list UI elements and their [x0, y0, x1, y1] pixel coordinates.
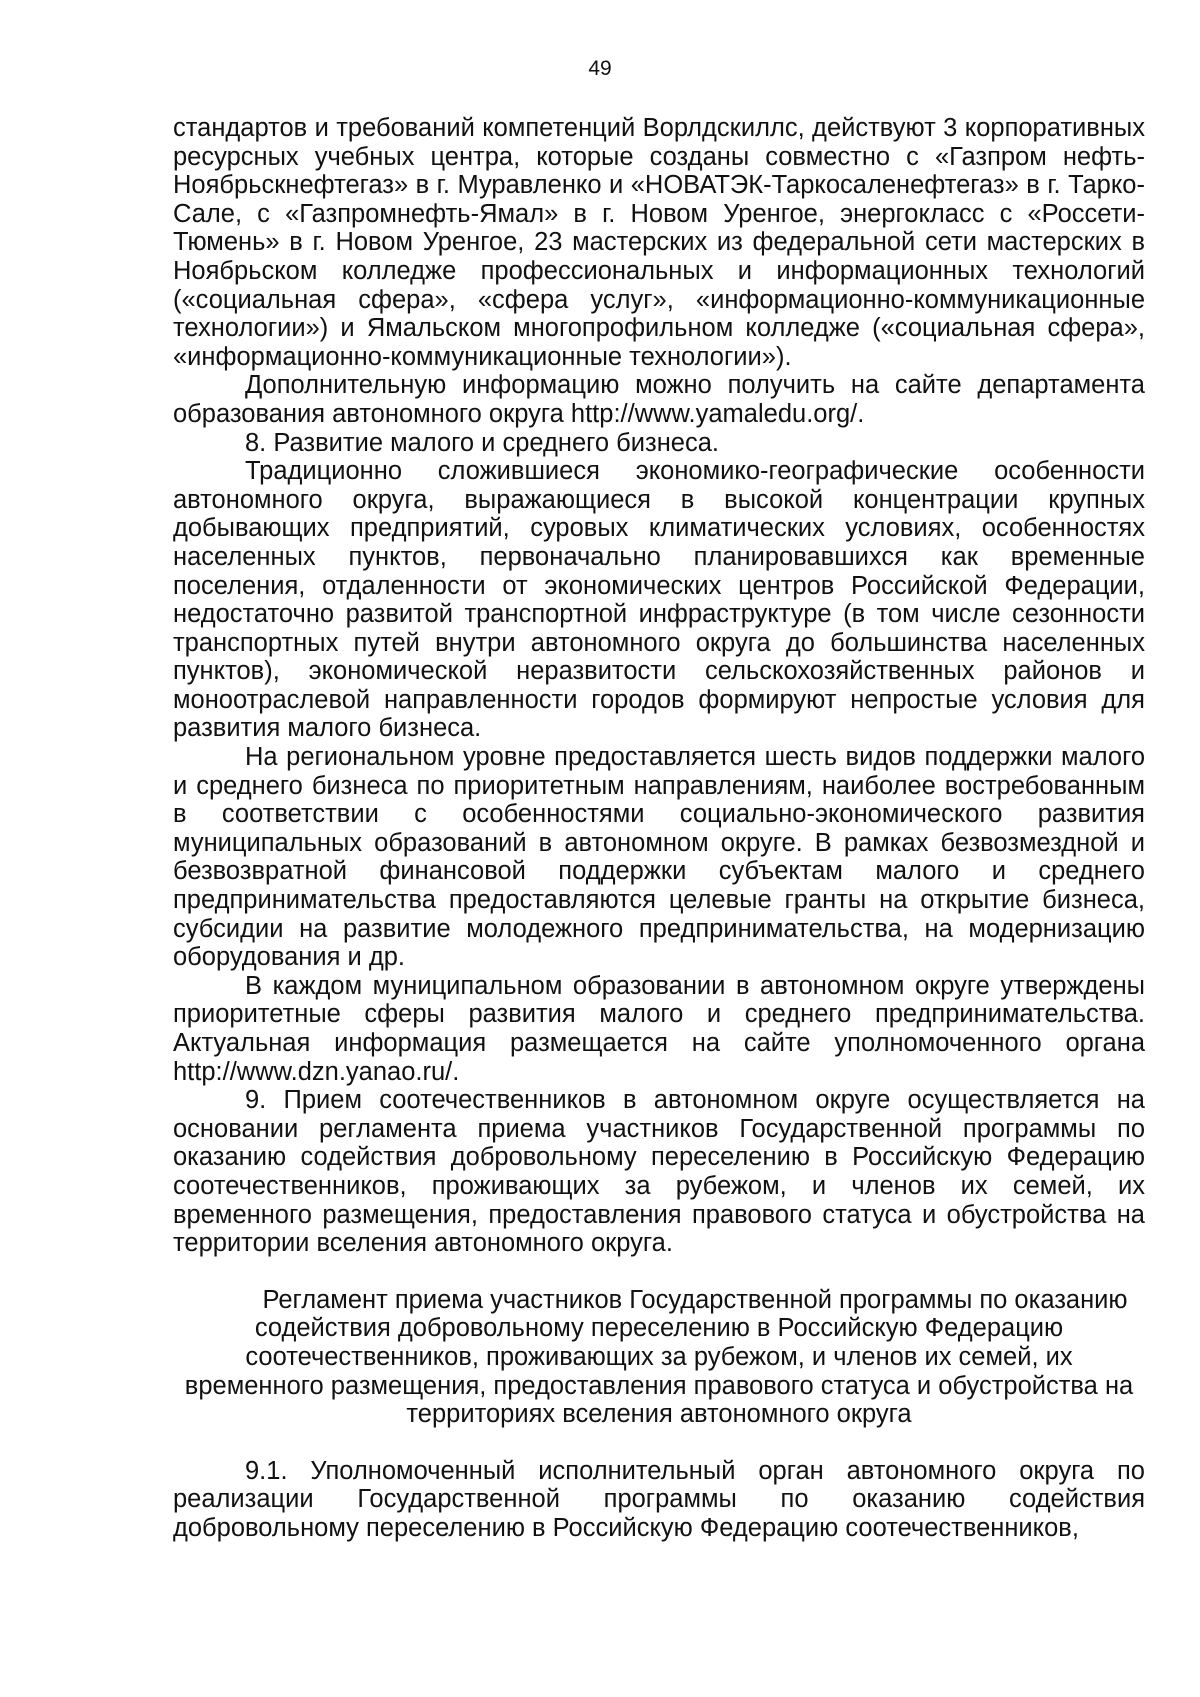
page-number: 49: [588, 57, 612, 80]
paragraph-section-9: 9. Прием соотечественников в автономном округе осуществляется на основании регламента приема участников Государственной программы по оказанию содействия добровольному переселению в Российскую Федерацию соотечественников, проживающих за рубежом, и членов их семей, их временного размещения, предоставления правового статуса и обустройства на территории вселения автономного округа.: [173, 1086, 1145, 1258]
document-body: [173, 114, 1145, 1543]
paragraph-municipal-priorities: В каждом муниципальном образовании в автономном округе утверждены приоритетные сферы развития малого и среднего предпринимательства. Актуальная информация размещается на сайте уполномоченного органа http://www.dzn.yanao.ru/.: [173, 971, 1145, 1086]
paragraph-business-conditions: Традиционно сложившиеся экономико-географические особенности автономного округа, выражающиеся в высокой концентрации крупных добывающих предприятий, суровых климатических условиях, особенностях населенных пунктов, первоначально планировавшихся как временные поселения, отдаленности от экономических центров Российской Федерации, недостаточно развитой транспортной инфраструктуре (в том числе сезонности транспортных путей внутри автономного округа до большинства населенных пунктов), экономической неразвитости сельскохозяйственных районов и моноотраслевой направленности городов формируют непростые условия для развития малого бизнеса.: [173, 457, 1145, 743]
paragraph-education-info: Дополнительную информацию можно получить на сайте департамента образования автономного округа http://www.yamaledu.org/.: [173, 371, 1145, 428]
regulation-heading: Регламент приема участников Государственной программы по оказанию содействия добровольному переселению в Российскую Федерацию соотечественников, проживающих за рубежом, и членов их семей, их временного размещения, предоставления правового статуса и обустройства на территориях вселения автономного округа: [184, 1285, 1134, 1429]
paragraph-9-1: 9.1. Уполномоченный исполнительный орган автономного округа по реализации Государственной программы по оказанию содействия добровольному переселению в Российскую Федерацию соотечественников,: [173, 1456, 1145, 1542]
paragraph-continued: стандартов и требований компетенций Ворлдскиллс, действуют 3 корпоративных ресурсных учебных центра, которые созданы совместно с «Газпром нефть-Ноябрьскнефтегаз» в г. Муравленко и «НОВАТЭК-Таркосаленефтегаз» в г. Тарко-Сале, с «Газпромнефть-Ямал» в г. Новом Уренгое, энергокласс с «Россети-Тюмень» в г. Новом Уренгое, 23 мастерских из федеральной сети мастерских в Ноябрьском колледже профессиональных и информационных технологий («социальная сфера», «сфера услуг», «информационно-коммуникационные технологии») и Ямальском многопрофильном колледже («социальная сфера», «информационно-коммуникационные технологии»).: [173, 114, 1145, 371]
section-8-title: 8. Развитие малого и среднего бизнеса.: [245, 428, 720, 457]
paragraph-regional-support: На региональном уровне предоставляется шесть видов поддержки малого и среднего бизнеса по приоритетным направлениям, наиболее востребованным в соответствии с особенностями социально-экономического развития муниципальных образований в автономном округе. В рамках безвозмездной и безвозвратной финансовой поддержки субъектам малого и среднего предпринимательства предоставляются целевые гранты на открытие бизнеса, субсидии на развитие молодежного предпринимательства, на модернизацию оборудования и др.: [173, 743, 1145, 972]
